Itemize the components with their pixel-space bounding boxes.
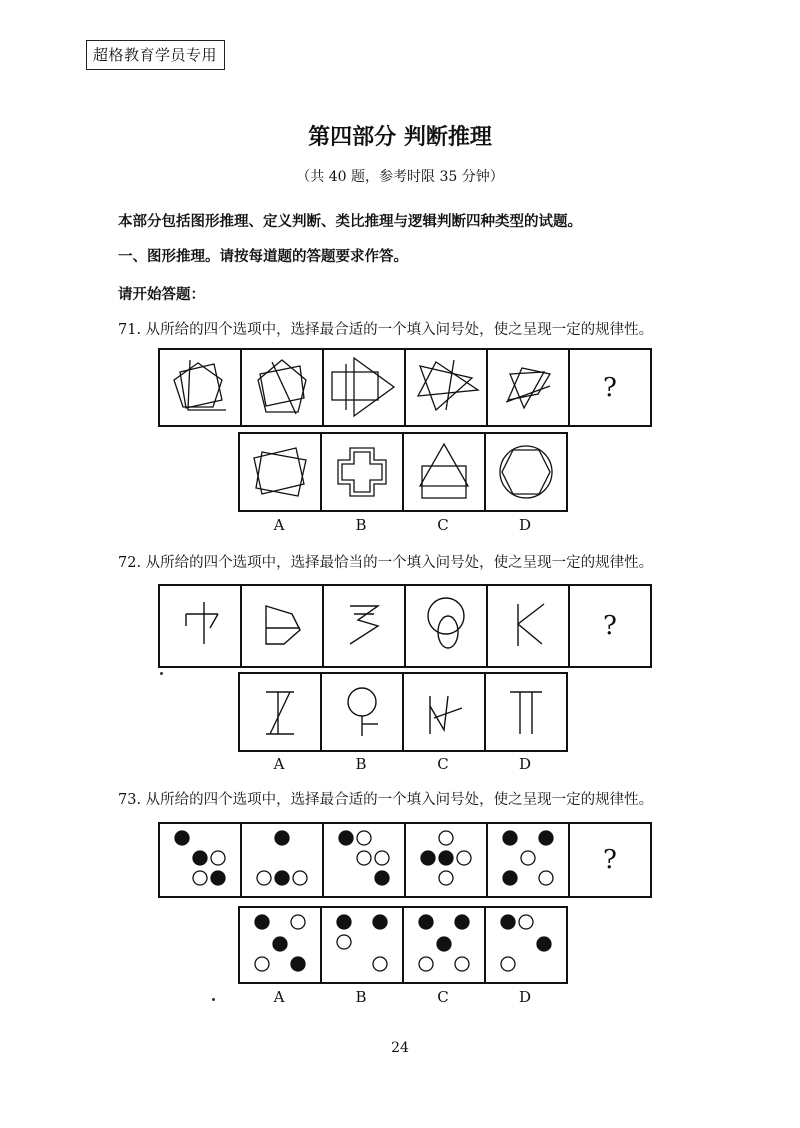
q71-figure-2 (242, 350, 324, 425)
q72-option-c[interactable] (404, 674, 486, 750)
q71-figure-3 (324, 350, 406, 425)
q72-figure-1 (160, 586, 242, 666)
q73-option-b[interactable] (322, 908, 404, 982)
page-number: 24 (391, 1040, 409, 1056)
q71-label-c: C (437, 516, 449, 534)
q72-question-cell (570, 586, 650, 666)
section-subtitle: （共 40 题，参考时限 35 分钟） (296, 169, 504, 185)
q73-question-cell (570, 824, 650, 896)
q71-figure-1 (160, 350, 242, 425)
q72-question-mark: ? (603, 611, 617, 641)
q72-option-labels (238, 755, 566, 773)
question-72-text: 72. 从所给的四个选项中，选择最恰当的一个填入问号处，使之呈现一定的规律性。 (118, 555, 654, 571)
q72-option-b[interactable] (322, 674, 404, 750)
q71-label-a: A (273, 516, 285, 534)
q71-options-strip (238, 432, 568, 512)
q71-option-a[interactable] (240, 434, 322, 510)
q72-figure-4 (406, 586, 488, 666)
q73-option-d[interactable] (486, 908, 566, 982)
q73-question-mark: ? (603, 845, 617, 875)
section-intro: 本部分包括图形推理、定义判断、类比推理与逻辑判断四种类型的试题。 (118, 214, 582, 230)
q71-label-b: B (355, 516, 367, 534)
q71-question-cell (570, 350, 650, 425)
q71-figure-4 (406, 350, 488, 425)
q72-figure-5 (488, 586, 570, 666)
q71-question-mark: ? (603, 372, 617, 403)
q72-label-d: D (518, 755, 532, 773)
q72-figure-3 (324, 586, 406, 666)
header-stamp: 超格教育学员专用 (86, 40, 225, 70)
section-title: 第四部分 判断推理 (308, 125, 492, 150)
q72-label-c: C (437, 755, 449, 773)
q72-label-a: A (273, 755, 285, 773)
q72-option-a[interactable] (240, 674, 322, 750)
question-71-text: 71. 从所给的四个选项中，选择最合适的一个填入问号处，使之呈现一定的规律性。 (118, 322, 654, 338)
q73-label-c: C (437, 988, 449, 1006)
q73-options-strip (238, 906, 568, 984)
q71-option-labels (238, 516, 566, 534)
q73-label-b: B (355, 988, 367, 1006)
q73-figure-5 (488, 824, 570, 896)
q71-option-b[interactable] (322, 434, 404, 510)
q71-option-c[interactable] (404, 434, 486, 510)
q73-figure-4 (406, 824, 488, 896)
q73-option-labels (238, 988, 566, 1006)
q71-label-d: D (518, 516, 532, 534)
q72-figure-2 (242, 586, 324, 666)
q72-option-d[interactable] (486, 674, 566, 750)
part-heading: 一、图形推理。请按每道题的答题要求作答。 (118, 249, 408, 265)
q72-stem-strip (158, 584, 652, 668)
q73-option-a[interactable] (240, 908, 322, 982)
q72-options-strip (238, 672, 568, 752)
q71-figure-5 (488, 350, 570, 425)
q73-label-a: A (273, 988, 285, 1006)
scan-speck (212, 998, 215, 1001)
q73-stem-strip (158, 822, 652, 898)
q73-label-d: D (518, 988, 532, 1006)
q71-option-d[interactable] (486, 434, 566, 510)
q73-figure-1 (160, 824, 242, 896)
question-73-text: 73. 从所给的四个选项中，选择最合适的一个填入问号处，使之呈现一定的规律性。 (118, 792, 654, 808)
q72-label-b: B (355, 755, 367, 773)
scan-speck (160, 672, 163, 675)
q73-figure-2 (242, 824, 324, 896)
q73-option-c[interactable] (404, 908, 486, 982)
q73-figure-3 (324, 824, 406, 896)
q71-stem-strip (158, 348, 652, 427)
start-prompt: 请开始答题： (118, 287, 205, 303)
